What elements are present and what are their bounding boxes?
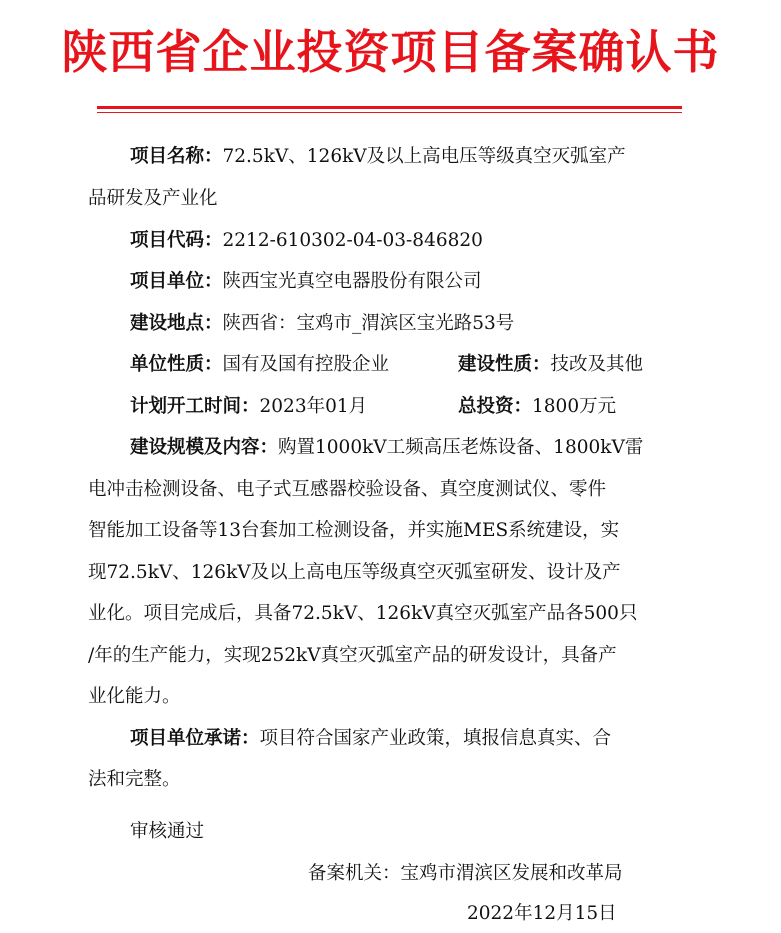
project-code-line [130,229,483,253]
commitment-line-2 [88,768,181,792]
scale-text-2: 电冲击检测设备、电子式互感器校验设备、真空度测试仪、零件 [88,479,607,500]
project-name-value: 72.5kV、126kV及以上高电压等级真空灭弧室产 [222,146,626,167]
document-title: 陕西省企业投资项目备案确认书 [61,25,720,79]
scale-line-1 [130,436,643,460]
title-rule-thick [97,106,682,109]
unit-nature-label: 单位性质： [130,354,223,375]
scale-line-6 [88,644,617,668]
scale-line-7 [88,685,181,709]
project-code-label: 项目代码： [130,230,223,251]
total-investment-label: 总投资： [458,396,533,417]
scale-line-5 [88,602,637,626]
project-name-label: 项目名称： [130,146,223,167]
location-label: 建设地点： [130,313,223,334]
construction-nature-line [458,353,643,377]
commitment-line-1 [130,727,611,751]
scale-label: 建设规模及内容： [130,437,279,458]
location-value: 陕西省：宝鸡市_渭滨区宝光路53号 [222,313,515,334]
project-name-line-2 [88,187,218,211]
commitment-text-2: 法和完整。 [88,769,181,790]
scale-text-6: /年的生产能力，实现252kV真空灭弧室产品的研发设计，具备产 [88,645,617,666]
location-line [130,312,514,336]
project-name-value-cont: 品研发及产业化 [88,188,218,209]
scale-text-4: 现72.5kV、126kV及以上高电压等级真空灭弧室研发、设计及产 [88,562,621,583]
scale-text-3: 智能加工设备等13台套加工检测设备，并实施MES系统建设，实 [88,520,620,541]
unit-nature-line [130,353,389,377]
scale-line-4 [88,561,621,585]
project-unit-value: 陕西宝光真空电器股份有限公司 [222,271,482,292]
start-time-label: 计划开工时间： [130,396,260,417]
title-rule-thin [97,112,682,113]
start-time-line [130,395,367,419]
project-name-line [130,145,626,169]
start-time-value: 2023年01月 [259,396,368,417]
commitment-text-1: 项目符合国家产业政策，填报信息真实、合 [259,728,612,749]
scale-text-7: 业化能力。 [88,686,181,707]
project-unit-line [130,270,482,294]
project-unit-label: 项目单位： [130,271,223,292]
total-investment-line [458,395,616,419]
scale-line-3 [88,519,619,543]
scale-text-5: 业化。项目完成后，具备72.5kV、126kV真空灭弧室产品各500只 [88,603,638,624]
unit-nature-value: 国有及国有控股企业 [222,354,390,375]
scale-text-1: 购置1000kV工频高压老炼设备、1800kV雷 [278,437,644,458]
approval-status: 审核通过 [130,821,205,842]
filing-authority: 备案机关：宝鸡市渭滨区发展和改革局 [308,863,623,884]
filing-date: 2022年12月15日 [467,903,617,924]
construction-nature-value: 技改及其他 [550,354,644,375]
scale-line-2 [88,478,606,502]
construction-nature-label: 建设性质： [458,354,551,375]
commitment-label: 项目单位承诺： [130,728,260,749]
total-investment-value: 1800万元 [532,396,617,417]
project-code-value: 2212-610302-04-03-846820 [222,230,483,251]
